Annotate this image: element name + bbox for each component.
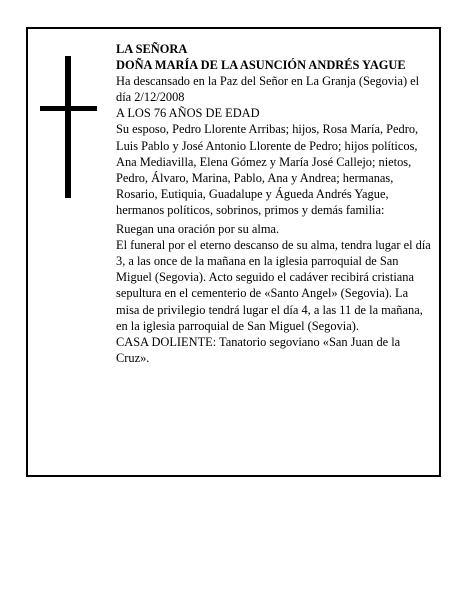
obituary-funeral: El funeral por el eterno descanso de su alma, tendra lugar el día 3, a las once de la mañana en la iglesia parroquial de San Miguel (Segovia). Acto seguido el cadáver recibirá cristiana sepultura en el cementerio de «Santo Angel» (Segovia). La misa de privilegio tendrá lugar el día 4, a las 11 de la mañana, en la iglesia parroquial de San Miguel (Segovia).: [116, 238, 431, 333]
obituary-home: CASA DOLIENTE: Tanatorio segoviano «San Juan de la Cruz».: [116, 334, 401, 365]
cross-vertical-bar: [65, 56, 71, 198]
obituary-frame: [26, 27, 441, 477]
obituary-title-line2: DOÑA MARÍA DE LA ASUNCIÓN ANDRÉS YAGUE: [116, 58, 406, 73]
obituary-family: Su esposo, Pedro Llorente Arribas; hijos, Rosa María, Pedro, Luis Pablo y José Antonio Llorente de Pedro; hijos políticos, Ana Mediavilla, Elena Gómez y María José Callejo; nietos, Pedro, Álvaro, Marina, Pablo, Ana y Andrea; hermanas, Rosario, Eutiquia, Guadalupe y Águeda Andrés Yague, hermanos políticos, sobrinos, primos y demás familia:: [116, 122, 419, 217]
obituary-prayer: Ruegan una oración por su alma.: [116, 222, 280, 237]
obituary-rest-statement: Ha descansado en la Paz del Señor en La Granja (Segovia) el día 2/12/2008: [116, 74, 420, 105]
cross-horizontal-bar: [40, 106, 97, 111]
obituary-text: [116, 41, 434, 366]
cross-icon: [40, 56, 100, 198]
obituary-age: A LOS 76 AÑOS DE EDAD: [116, 106, 260, 121]
obituary-title-line1: LA SEÑORA: [116, 42, 188, 56]
